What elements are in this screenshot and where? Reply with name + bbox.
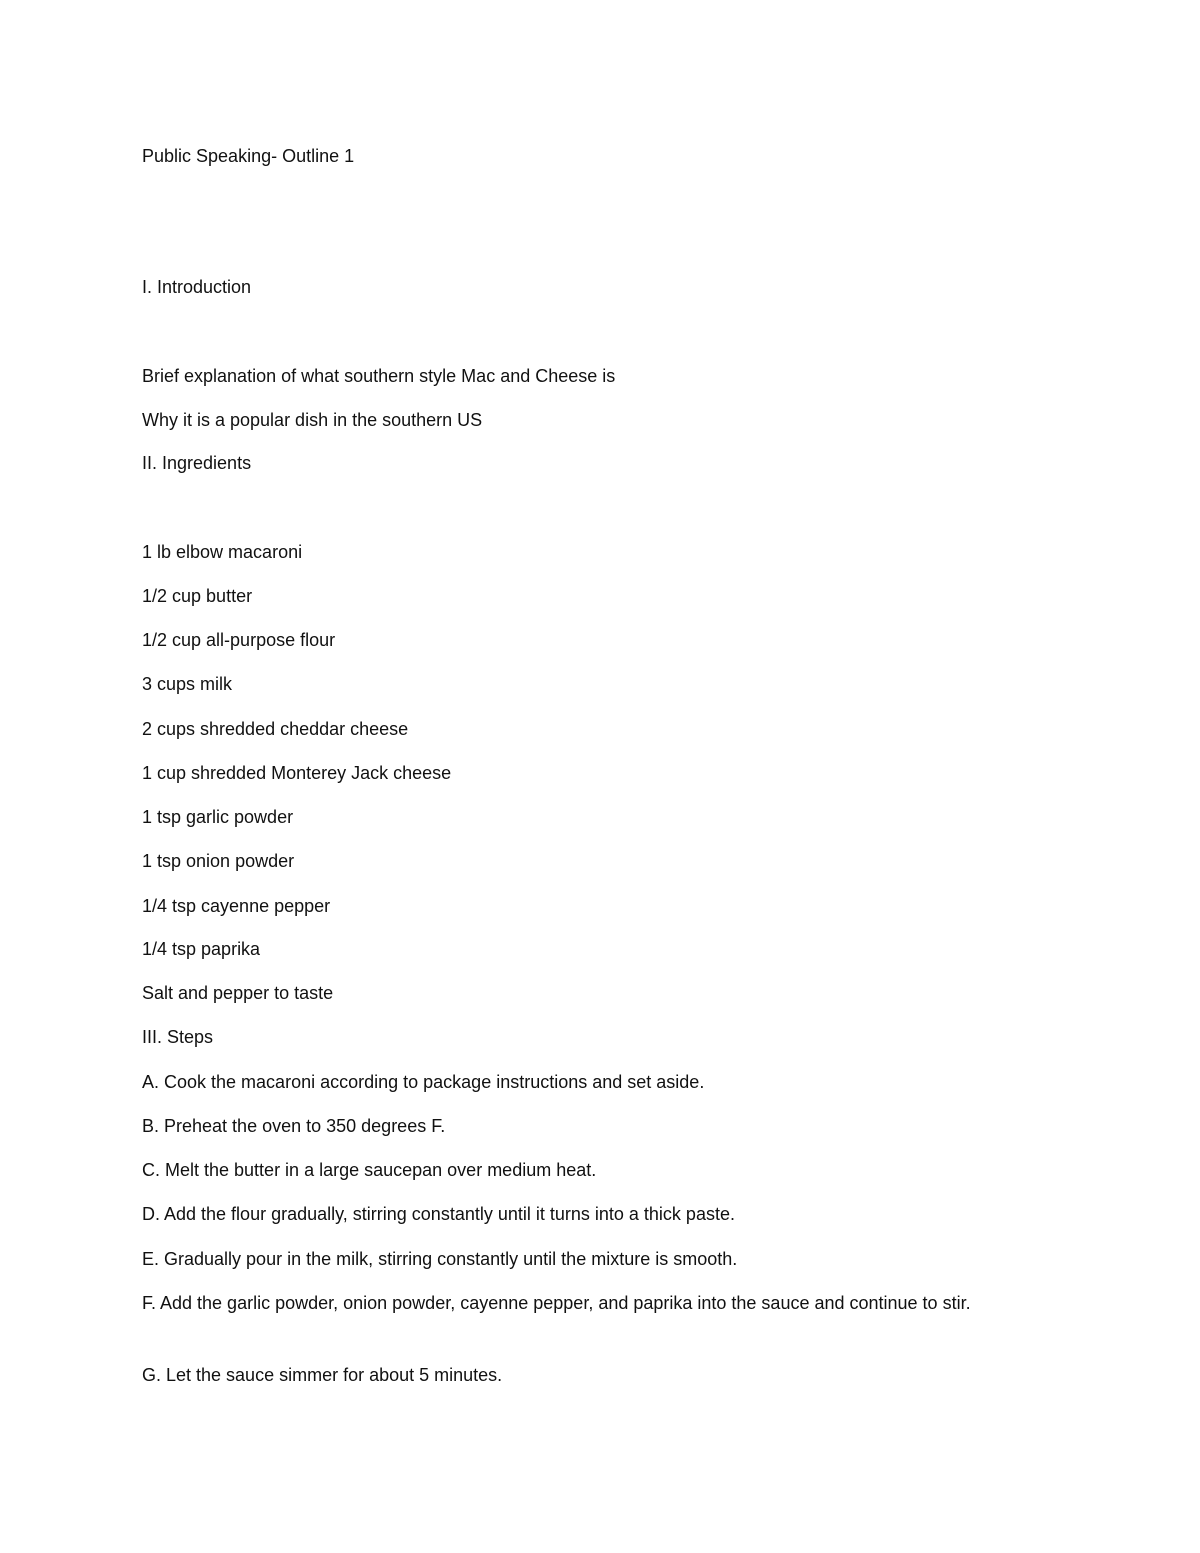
- step-item: B. Preheat the oven to 350 degrees F.: [142, 1116, 446, 1136]
- section-heading-introduction: I. Introduction: [142, 277, 252, 297]
- step-item: F. Add the garlic powder, onion powder, cayenne pepper, and paprika into the sauce and continue to stir.: [142, 1293, 971, 1313]
- intro-point: Brief explanation of what southern style Mac and Cheese is: [142, 366, 616, 386]
- ingredient-item: 1 tsp garlic powder: [142, 807, 294, 827]
- ingredient-item: 1/4 tsp paprika: [142, 939, 261, 959]
- ingredient-item: 2 cups shredded cheddar cheese: [142, 719, 409, 739]
- step-item: C. Melt the butter in a large saucepan over medium heat.: [142, 1160, 597, 1180]
- page-title: Public Speaking- Outline 1: [142, 146, 355, 166]
- ingredient-item: 1 cup shredded Monterey Jack cheese: [142, 763, 452, 783]
- step-item: D. Add the flour gradually, stirring constantly until it turns into a thick paste.: [142, 1204, 735, 1224]
- step-item: E. Gradually pour in the milk, stirring constantly until the mixture is smooth.: [142, 1249, 738, 1269]
- ingredient-item: 1/2 cup all-purpose flour: [142, 630, 336, 650]
- intro-point: Why it is a popular dish in the southern US: [142, 410, 483, 430]
- ingredient-item: Salt and pepper to taste: [142, 983, 334, 1003]
- ingredient-item: 3 cups milk: [142, 674, 233, 694]
- ingredient-item: 1 tsp onion powder: [142, 851, 295, 871]
- section-heading-ingredients: II. Ingredients: [142, 453, 252, 473]
- ingredient-item: 1/4 tsp cayenne pepper: [142, 896, 331, 916]
- step-item: A. Cook the macaroni according to package instructions and set aside.: [142, 1072, 705, 1092]
- ingredient-item: 1 lb elbow macaroni: [142, 542, 303, 562]
- step-item: G. Let the sauce simmer for about 5 minutes.: [142, 1365, 503, 1385]
- ingredient-item: 1/2 cup butter: [142, 586, 253, 606]
- section-heading-steps: III. Steps: [142, 1027, 214, 1047]
